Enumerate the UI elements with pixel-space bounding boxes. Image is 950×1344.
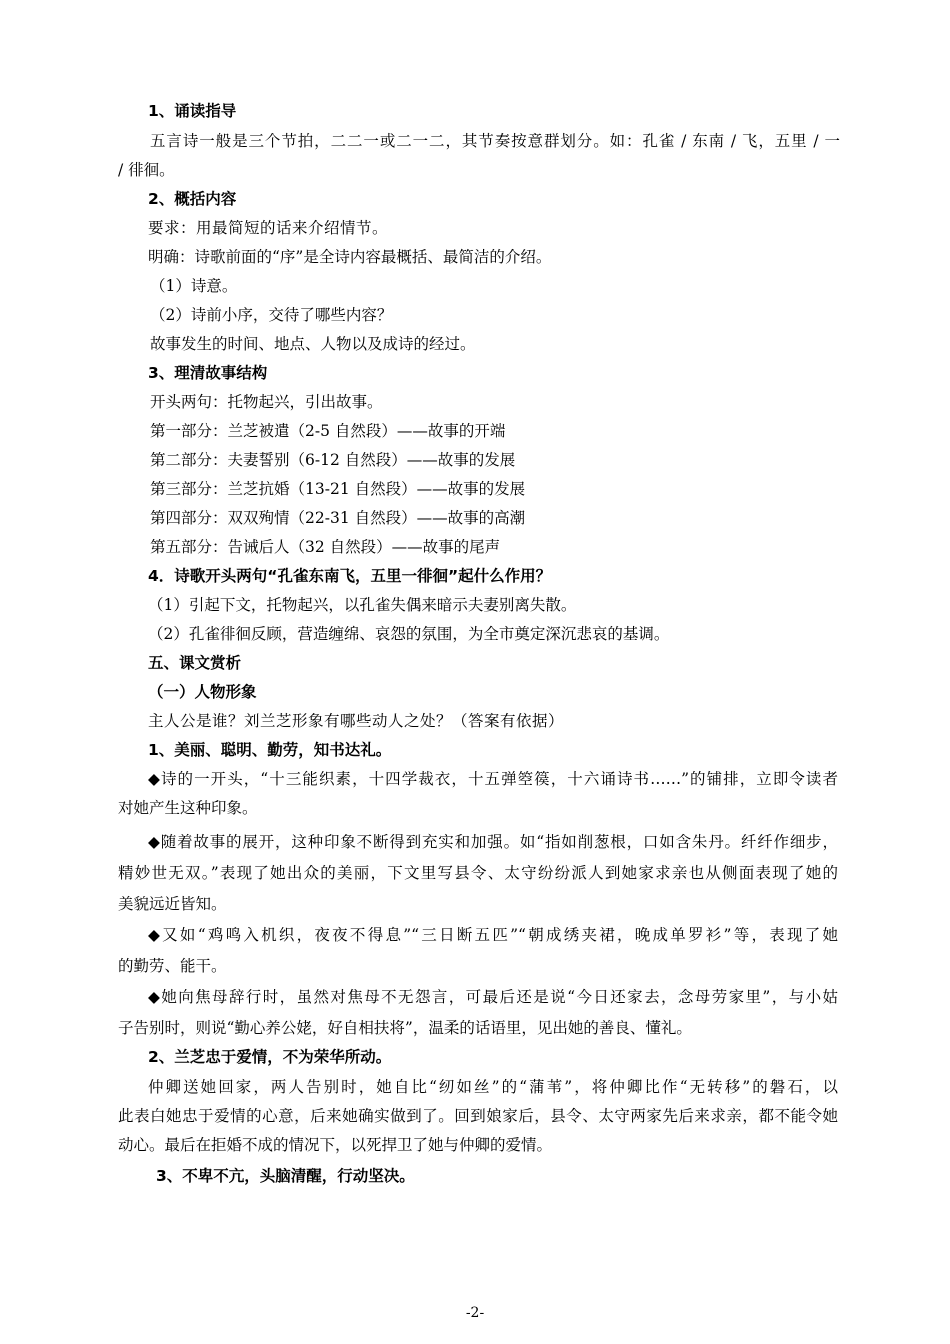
heading-recitation-guide: 1、诵读指导 <box>148 102 237 120</box>
paragraph-line: （2）孔雀徘徊反顾，营造缠绵、哀怨的氛围，为全市奠定深沉悲哀的基调。 <box>148 625 670 643</box>
structure-item: 第五部分：告诫后人（32 自然段）——故事的尾声 <box>150 538 501 556</box>
point-heading: 3、不卑不亢，头脑清醒，行动坚决。 <box>156 1167 415 1185</box>
page-number: -2- <box>465 1305 485 1321</box>
paragraph-line: 开头两句：托物起兴，引出故事。 <box>150 393 383 411</box>
paragraph-line: （1）引起下文，托物起兴，以孔雀失偶来暗示夫妻别离失散。 <box>148 596 577 614</box>
structure-item: 第二部分：夫妻誓别（6-12 自然段）——故事的发展 <box>150 451 516 469</box>
paragraph-line: ◆随着故事的展开，这种印象不断得到充实和加强。如“指如削葱根，口如含朱丹。纤纤作细步， <box>148 833 838 851</box>
paragraph-line: 五言诗一般是三个节拍，二二一或二一二，其节奏按意群划分。如：孔雀 / 东南 / 飞，五里 / 一 <box>150 132 840 150</box>
section-heading-text-appreciation: 五、课文赏析 <box>148 654 242 672</box>
structure-item: 第四部分：双双殉情（22-31 自然段）——故事的高潮 <box>150 509 526 527</box>
paragraph-line: 动心。最后在拒婚不成的情况下，以死捍卫了她与仲卿的爱情。 <box>118 1136 553 1154</box>
structure-item: 第三部分：兰芝抗婚（13-21 自然段）——故事的发展 <box>150 480 526 498</box>
paragraph-line: 故事发生的时间、地点、人物以及成诗的经过。 <box>150 335 476 353</box>
paragraph-line: 明确：诗歌前面的“序”是全诗内容最概括、最简洁的介绍。 <box>148 248 552 266</box>
paragraph-line: ◆她向焦母辞行时，虽然对焦母不无怨言，可最后还是说“今日还家去，念母劳家里”，与小姑 <box>148 988 838 1006</box>
heading-story-structure: 3、理清故事结构 <box>148 364 268 382</box>
paragraph-line: 仲卿送她回家，两人告别时，她自比“纫如丝”的“蒲苇”，将仲卿比作“无转移”的磐石，以 <box>148 1078 838 1096</box>
paragraph-line: 此表白她忠于爱情的心意，后来她确实做到了。回到娘家后，县令、太守两家先后来求亲，都不能令她 <box>118 1107 838 1125</box>
paragraph-line: 主人公是谁？刘兰芝形象有哪些动人之处？（答案有依据） <box>148 712 565 730</box>
paragraph-line: 美貌远近皆知。 <box>118 895 227 913</box>
paragraph-line: ◆诗的一开头，“十三能织素，十四学裁衣，十五弹箜篌，十六诵诗书……”的铺排，立即令读者 <box>148 770 838 788</box>
paragraph-line: 精妙世无双。”表现了她出众的美丽，下文里写县令、太守纷纷派人到她家求亲也从侧面表现了她的 <box>118 864 838 882</box>
paragraph-line: 对她产生这种印象。 <box>118 799 258 817</box>
point-heading: 1、美丽、聪明、勤劳，知书达礼。 <box>148 741 392 759</box>
paragraph-line: ◆又如“鸡鸣入机织，夜夜不得息”“三日断五匹”“朝成绣夹裙，晚成单罗衫”等，表现了她 <box>148 926 838 944</box>
structure-item: 第一部分：兰芝被遣（2-5 自然段）——故事的开端 <box>150 422 506 440</box>
point-heading: 2、兰芝忠于爱情，不为荣华所动。 <box>148 1048 392 1066</box>
paragraph-line: （1）诗意。 <box>150 277 238 295</box>
paragraph-line: （2）诗前小序，交待了哪些内容？ <box>150 306 393 324</box>
subsection-heading-characters: （一）人物形象 <box>148 683 257 701</box>
heading-summarize-content: 2、概括内容 <box>148 190 237 208</box>
paragraph-line: / 徘徊。 <box>118 161 175 179</box>
question-heading: 4．诗歌开头两句“孔雀东南飞，五里一徘徊”起什么作用？ <box>148 567 552 585</box>
paragraph-line: 的勤劳、能干。 <box>118 957 227 975</box>
paragraph-line: 子告别时，则说“勤心养公姥，好自相扶将”，温柔的话语里，见出她的善良、懂礼。 <box>118 1019 692 1037</box>
paragraph-line: 要求：用最简短的话来介绍情节。 <box>148 219 389 237</box>
